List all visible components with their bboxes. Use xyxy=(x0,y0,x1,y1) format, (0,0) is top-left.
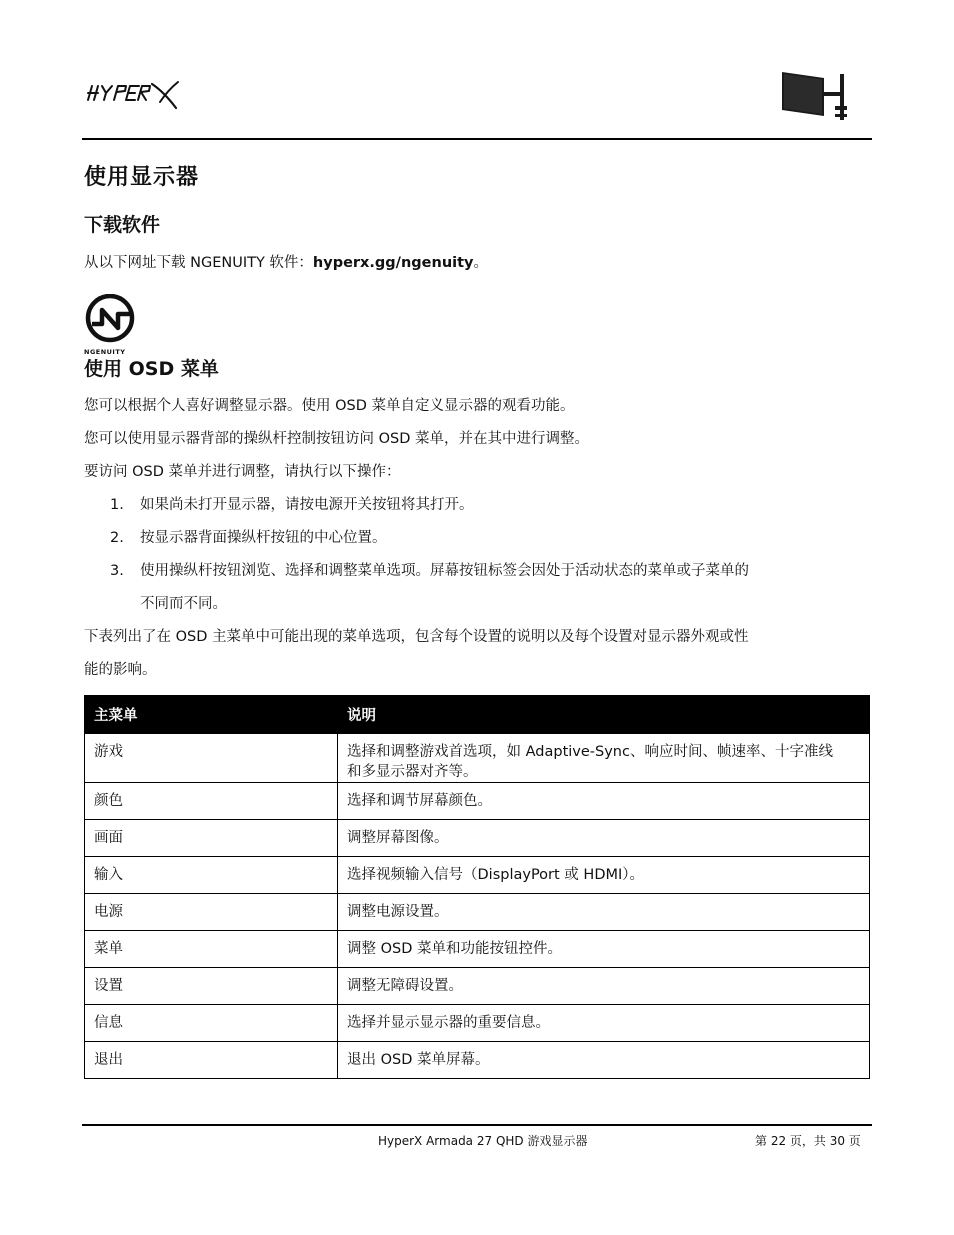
menu-description-cell: 调整电源设置。 xyxy=(338,894,870,931)
menu-name-cell: 设置 xyxy=(85,968,338,1005)
ngenuity-link[interactable]: hyperx.gg/ngenuity xyxy=(312,255,474,271)
table-row xyxy=(85,931,870,968)
step-text: 使用操纵杆按钮浏览、选择和调整菜单选项。屏幕按钮标签会因处于活动状态的菜单或子菜单的 xyxy=(140,563,749,579)
footer-rule xyxy=(82,1124,872,1126)
osd-paragraph-3: 要访问 OSD 菜单并进行调整，请执行以下操作： xyxy=(84,464,401,480)
table-row xyxy=(85,820,870,857)
step-text-continued: 不同而不同。 xyxy=(140,596,227,612)
ngenuity-icon xyxy=(84,294,138,344)
menu-description-cell: 选择并显示显示器的重要信息。 xyxy=(338,1005,870,1042)
footer-product-name: HyperX Armada 27 QHD 游戏显示器 xyxy=(378,1134,588,1148)
table-intro-line-1: 下表列出了在 OSD 主菜单中可能出现的菜单选项，包含每个设置的说明以及每个设置对显示器外观或性 xyxy=(84,629,749,645)
osd-paragraph-1: 您可以根据个人喜好调整显示器。使用 OSD 菜单自定义显示器的观看功能。 xyxy=(84,398,575,414)
table-row xyxy=(85,783,870,820)
menu-description-cell: 退出 OSD 菜单屏幕。 xyxy=(338,1042,870,1079)
menu-description-cell: 选择和调整游戏首选项，如 Adaptive-Sync、响应时间、帧速率、十字准线和多显示器对齐等。 xyxy=(338,734,870,783)
download-text: 从以下网址下载 NGENUITY 软件：hyperx.gg/ngenuity。 xyxy=(84,255,489,271)
menu-description-cell: 调整 OSD 菜单和功能按钮控件。 xyxy=(338,931,870,968)
ngenuity-logo xyxy=(84,294,138,354)
menu-name-cell: 颜色 xyxy=(85,783,338,820)
column-header-main-menu: 主菜单 xyxy=(85,696,338,734)
menu-description-cell: 选择视频输入信号（DisplayPort 或 HDMI）。 xyxy=(338,857,870,894)
table-row xyxy=(85,894,870,931)
ngenuity-logo-label: NGENUITY xyxy=(84,348,126,356)
osd-section-title: 使用 OSD 菜单 xyxy=(84,358,219,380)
table-header-row xyxy=(85,696,870,734)
step-number: 1. xyxy=(110,497,124,513)
hyperx-logo xyxy=(84,78,184,112)
menu-description-cell: 选择和调节屏幕颜色。 xyxy=(338,783,870,820)
table-row xyxy=(85,734,870,783)
table-row xyxy=(85,857,870,894)
page-title: 使用显示器 xyxy=(84,165,200,190)
download-section-title: 下载软件 xyxy=(84,214,161,236)
header-rule xyxy=(82,138,872,140)
osd-paragraph-2: 您可以使用显示器背部的操纵杆控制按钮访问 OSD 菜单，并在其中进行调整。 xyxy=(84,431,589,447)
menu-description-cell: 调整无障碍设置。 xyxy=(338,968,870,1005)
menu-name-cell: 输入 xyxy=(85,857,338,894)
osd-menu-table xyxy=(84,695,870,1079)
menu-name-cell: 退出 xyxy=(85,1042,338,1079)
step-number: 2. xyxy=(110,530,124,546)
footer-page-number: 第 22 页，共 30 页 xyxy=(755,1134,861,1148)
table-row xyxy=(85,968,870,1005)
step-number: 3. xyxy=(110,563,124,579)
step-text: 如果尚未打开显示器，请按电源开关按钮将其打开。 xyxy=(140,497,474,513)
menu-name-cell: 电源 xyxy=(85,894,338,931)
table-row xyxy=(85,1042,870,1079)
menu-name-cell: 信息 xyxy=(85,1005,338,1042)
menu-name-cell: 游戏 xyxy=(85,734,338,783)
menu-name-cell: 画面 xyxy=(85,820,338,857)
step-text: 按显示器背面操纵杆按钮的中心位置。 xyxy=(140,530,387,546)
table-intro-line-2: 能的影响。 xyxy=(84,662,157,678)
table-row xyxy=(85,1005,870,1042)
monitor-arm-icon xyxy=(778,70,852,124)
menu-name-cell: 菜单 xyxy=(85,931,338,968)
menu-description-cell: 调整屏幕图像。 xyxy=(338,820,870,857)
column-header-description: 说明 xyxy=(338,696,870,734)
